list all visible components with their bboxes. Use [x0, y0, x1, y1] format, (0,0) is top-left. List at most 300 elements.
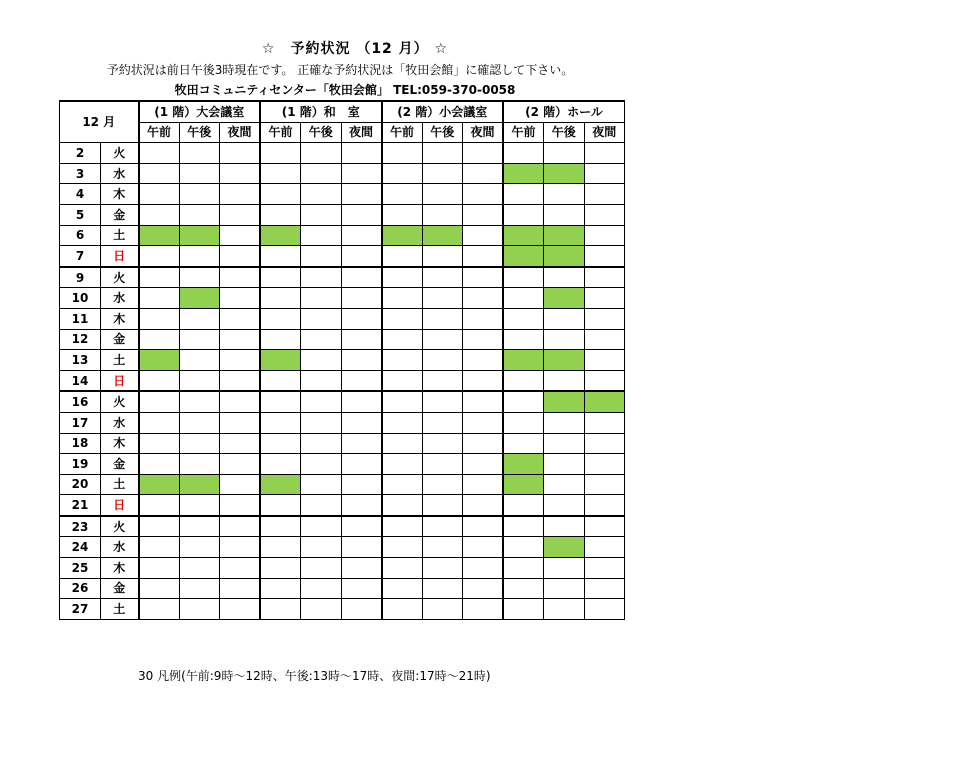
- slot-cell: [341, 370, 382, 391]
- slot-header: 夜間: [341, 122, 382, 143]
- slot-cell: [301, 308, 342, 329]
- slot-cell: [463, 433, 504, 454]
- slot-cell: [463, 329, 504, 350]
- slot-cell: [382, 433, 423, 454]
- slot-cell: [179, 599, 220, 620]
- weekday-cell: 火: [101, 143, 139, 164]
- slot-cell: [422, 308, 463, 329]
- weekday-cell: 土: [101, 474, 139, 495]
- slot-cell: [301, 246, 342, 267]
- slot-cell: [422, 433, 463, 454]
- slot-cell: [179, 350, 220, 371]
- slot-cell: [382, 558, 423, 579]
- date-cell: 25: [60, 558, 101, 579]
- slot-cell: [301, 225, 342, 246]
- date-cell: 4: [60, 184, 101, 205]
- booked-slot-cell: [544, 163, 585, 184]
- slot-cell: [463, 143, 504, 164]
- slot-cell: [260, 391, 301, 412]
- slot-cell: [220, 495, 261, 516]
- slot-cell: [220, 558, 261, 579]
- slot-cell: [139, 329, 180, 350]
- slot-cell: [220, 163, 261, 184]
- slot-cell: [382, 391, 423, 412]
- date-cell: 20: [60, 474, 101, 495]
- slot-header: 午前: [139, 122, 180, 143]
- slot-cell: [301, 288, 342, 309]
- slot-cell: [382, 288, 423, 309]
- slot-cell: [139, 412, 180, 433]
- slot-cell: [220, 454, 261, 475]
- slot-cell: [301, 412, 342, 433]
- slot-cell: [341, 516, 382, 537]
- slot-cell: [463, 537, 504, 558]
- slot-header: 午後: [422, 122, 463, 143]
- slot-cell: [341, 163, 382, 184]
- slot-cell: [382, 308, 423, 329]
- weekday-cell: 水: [101, 163, 139, 184]
- slot-cell: [220, 578, 261, 599]
- weekday-cell: 金: [101, 454, 139, 475]
- slot-cell: [382, 370, 423, 391]
- date-cell: 5: [60, 204, 101, 225]
- slot-cell: [301, 537, 342, 558]
- slot-cell: [584, 350, 625, 371]
- slot-header: 夜間: [584, 122, 625, 143]
- slot-cell: [463, 225, 504, 246]
- table-row: [60, 516, 625, 537]
- date-cell: 26: [60, 578, 101, 599]
- weekday-cell: 水: [101, 537, 139, 558]
- slot-cell: [341, 267, 382, 288]
- slot-cell: [463, 163, 504, 184]
- slot-cell: [422, 558, 463, 579]
- slot-cell: [422, 184, 463, 205]
- slot-cell: [341, 537, 382, 558]
- weekday-cell: 木: [101, 184, 139, 205]
- slot-cell: [463, 412, 504, 433]
- slot-header: 夜間: [220, 122, 261, 143]
- slot-cell: [260, 537, 301, 558]
- booked-slot-cell: [179, 474, 220, 495]
- slot-cell: [503, 370, 544, 391]
- slot-cell: [503, 143, 544, 164]
- slot-cell: [341, 329, 382, 350]
- slot-cell: [260, 288, 301, 309]
- slot-cell: [139, 495, 180, 516]
- slot-cell: [220, 433, 261, 454]
- date-cell: 7: [60, 246, 101, 267]
- slot-cell: [179, 204, 220, 225]
- slot-cell: [422, 246, 463, 267]
- slot-cell: [220, 184, 261, 205]
- date-cell: 12: [60, 329, 101, 350]
- slot-cell: [341, 184, 382, 205]
- slot-cell: [503, 204, 544, 225]
- slot-cell: [341, 246, 382, 267]
- weekday-cell: 木: [101, 433, 139, 454]
- slot-cell: [139, 599, 180, 620]
- slot-cell: [341, 308, 382, 329]
- slot-cell: [179, 329, 220, 350]
- slot-cell: [584, 495, 625, 516]
- room-header: (1 階）和 室: [260, 101, 382, 122]
- booked-slot-cell: [503, 225, 544, 246]
- slot-cell: [341, 204, 382, 225]
- weekday-cell: 火: [101, 267, 139, 288]
- booked-slot-cell: [139, 225, 180, 246]
- slot-cell: [422, 204, 463, 225]
- slot-cell: [463, 184, 504, 205]
- slot-cell: [301, 329, 342, 350]
- slot-cell: [220, 537, 261, 558]
- slot-cell: [463, 370, 504, 391]
- table-row: [60, 163, 625, 184]
- slot-cell: [382, 454, 423, 475]
- slot-cell: [544, 204, 585, 225]
- page-title: ☆ 予約状況 （12 月） ☆: [261, 41, 449, 57]
- slot-cell: [260, 433, 301, 454]
- slot-cell: [544, 143, 585, 164]
- slot-cell: [341, 558, 382, 579]
- slot-cell: [260, 516, 301, 537]
- booked-slot-cell: [179, 225, 220, 246]
- booked-slot-cell: [503, 474, 544, 495]
- slot-cell: [301, 267, 342, 288]
- slot-cell: [544, 454, 585, 475]
- table-row: [60, 267, 625, 288]
- date-cell: 2: [60, 143, 101, 164]
- slot-cell: [544, 495, 585, 516]
- weekday-cell: 水: [101, 288, 139, 309]
- slot-cell: [422, 516, 463, 537]
- slot-cell: [260, 329, 301, 350]
- slot-cell: [260, 454, 301, 475]
- slot-cell: [220, 225, 261, 246]
- slot-cell: [220, 329, 261, 350]
- slot-cell: [422, 454, 463, 475]
- date-cell: 21: [60, 495, 101, 516]
- slot-cell: [139, 204, 180, 225]
- slot-cell: [463, 350, 504, 371]
- slot-cell: [463, 246, 504, 267]
- room-header: (2 階）小会議室: [382, 101, 504, 122]
- slot-cell: [503, 537, 544, 558]
- booked-slot-cell: [260, 225, 301, 246]
- booked-slot-cell: [503, 350, 544, 371]
- booked-slot-cell: [260, 474, 301, 495]
- slot-cell: [301, 391, 342, 412]
- booked-slot-cell: [139, 474, 180, 495]
- slot-cell: [301, 143, 342, 164]
- slot-cell: [341, 454, 382, 475]
- slot-cell: [301, 370, 342, 391]
- slot-cell: [584, 163, 625, 184]
- slot-cell: [220, 204, 261, 225]
- slot-cell: [503, 391, 544, 412]
- slot-cell: [463, 599, 504, 620]
- slot-cell: [220, 474, 261, 495]
- weekday-cell: 土: [101, 350, 139, 371]
- slot-cell: [584, 454, 625, 475]
- slot-cell: [301, 578, 342, 599]
- legend-footer: 30 凡例(午前:9時～12時、午後:13時～17時、夜間:17時～21時): [138, 669, 491, 683]
- slot-cell: [341, 433, 382, 454]
- booked-slot-cell: [260, 350, 301, 371]
- slot-cell: [341, 225, 382, 246]
- slot-cell: [220, 370, 261, 391]
- slot-cell: [463, 558, 504, 579]
- weekday-cell: 金: [101, 204, 139, 225]
- slot-header: 夜間: [463, 122, 504, 143]
- month-header: 12 月: [60, 101, 139, 143]
- slot-cell: [139, 516, 180, 537]
- room-header: (1 階）大会議室: [139, 101, 261, 122]
- slot-cell: [260, 267, 301, 288]
- slot-cell: [260, 204, 301, 225]
- slot-cell: [503, 288, 544, 309]
- slot-cell: [382, 474, 423, 495]
- slot-cell: [220, 412, 261, 433]
- table-row: [60, 288, 625, 309]
- weekday-cell: 日: [101, 246, 139, 267]
- slot-cell: [584, 184, 625, 205]
- date-cell: 18: [60, 433, 101, 454]
- slot-cell: [260, 246, 301, 267]
- slot-cell: [544, 516, 585, 537]
- slot-header: 午後: [544, 122, 585, 143]
- slot-cell: [220, 143, 261, 164]
- slot-cell: [301, 599, 342, 620]
- slot-cell: [584, 516, 625, 537]
- table-row: [60, 474, 625, 495]
- slot-cell: [422, 288, 463, 309]
- slot-cell: [139, 288, 180, 309]
- slot-cell: [584, 308, 625, 329]
- status-note: 予約状況は前日午後3時現在です。 正確な予約状況は「牧田会館」に確認して下さい。: [106, 63, 574, 77]
- slot-cell: [139, 143, 180, 164]
- slot-cell: [341, 474, 382, 495]
- slot-cell: [341, 391, 382, 412]
- slot-cell: [422, 163, 463, 184]
- slot-cell: [179, 495, 220, 516]
- slot-cell: [382, 184, 423, 205]
- slot-cell: [139, 246, 180, 267]
- date-cell: 13: [60, 350, 101, 371]
- booked-slot-cell: [544, 350, 585, 371]
- slot-cell: [584, 412, 625, 433]
- slot-cell: [260, 599, 301, 620]
- slot-header: 午前: [260, 122, 301, 143]
- booked-slot-cell: [544, 225, 585, 246]
- table-row: [60, 143, 625, 164]
- booked-slot-cell: [544, 246, 585, 267]
- slot-cell: [179, 184, 220, 205]
- slot-cell: [341, 578, 382, 599]
- slot-cell: [584, 246, 625, 267]
- slot-cell: [179, 163, 220, 184]
- slot-cell: [584, 558, 625, 579]
- slot-cell: [463, 267, 504, 288]
- slot-cell: [422, 474, 463, 495]
- table-row: [60, 225, 625, 246]
- table-row: [60, 454, 625, 475]
- slot-cell: [179, 537, 220, 558]
- slot-cell: [341, 412, 382, 433]
- slot-cell: [544, 184, 585, 205]
- slot-cell: [503, 599, 544, 620]
- slot-cell: [503, 184, 544, 205]
- table-row: [60, 391, 625, 412]
- slot-cell: [463, 454, 504, 475]
- slot-cell: [301, 474, 342, 495]
- slot-cell: [260, 308, 301, 329]
- slot-cell: [139, 454, 180, 475]
- slot-header: 午後: [301, 122, 342, 143]
- slot-cell: [422, 537, 463, 558]
- slot-cell: [260, 578, 301, 599]
- slot-cell: [179, 433, 220, 454]
- slot-cell: [422, 578, 463, 599]
- slot-cell: [139, 163, 180, 184]
- slot-cell: [382, 578, 423, 599]
- slot-cell: [544, 474, 585, 495]
- booked-slot-cell: [503, 454, 544, 475]
- booked-slot-cell: [503, 163, 544, 184]
- slot-cell: [544, 370, 585, 391]
- slot-cell: [260, 370, 301, 391]
- slot-cell: [301, 558, 342, 579]
- weekday-cell: 木: [101, 308, 139, 329]
- table-row: [60, 433, 625, 454]
- slot-cell: [179, 516, 220, 537]
- slot-cell: [544, 578, 585, 599]
- slot-header: 午前: [503, 122, 544, 143]
- slot-cell: [503, 516, 544, 537]
- weekday-cell: 日: [101, 370, 139, 391]
- reservation-table: [59, 100, 625, 620]
- table-row: [60, 495, 625, 516]
- slot-cell: [503, 578, 544, 599]
- slot-cell: [341, 495, 382, 516]
- date-cell: 23: [60, 516, 101, 537]
- weekday-cell: 日: [101, 495, 139, 516]
- slot-cell: [301, 516, 342, 537]
- date-cell: 9: [60, 267, 101, 288]
- slot-cell: [422, 391, 463, 412]
- slot-cell: [382, 412, 423, 433]
- slot-cell: [341, 350, 382, 371]
- table-row: [60, 558, 625, 579]
- slot-header: 午前: [382, 122, 423, 143]
- slot-cell: [220, 308, 261, 329]
- slot-cell: [139, 537, 180, 558]
- slot-cell: [584, 288, 625, 309]
- booked-slot-cell: [544, 537, 585, 558]
- slot-cell: [584, 474, 625, 495]
- slot-cell: [301, 163, 342, 184]
- table-row: [60, 246, 625, 267]
- weekday-cell: 金: [101, 578, 139, 599]
- slot-cell: [341, 288, 382, 309]
- slot-cell: [584, 370, 625, 391]
- date-cell: 3: [60, 163, 101, 184]
- slot-cell: [301, 433, 342, 454]
- slot-cell: [260, 163, 301, 184]
- slot-cell: [382, 537, 423, 558]
- slot-cell: [422, 370, 463, 391]
- slot-cell: [422, 412, 463, 433]
- table-row: [60, 350, 625, 371]
- slot-cell: [220, 516, 261, 537]
- booked-slot-cell: [544, 391, 585, 412]
- slot-cell: [382, 599, 423, 620]
- slot-cell: [220, 391, 261, 412]
- slot-cell: [503, 329, 544, 350]
- slot-cell: [179, 370, 220, 391]
- slot-cell: [179, 143, 220, 164]
- slot-cell: [544, 412, 585, 433]
- slot-cell: [422, 350, 463, 371]
- booked-slot-cell: [382, 225, 423, 246]
- slot-cell: [179, 391, 220, 412]
- table-row: [60, 184, 625, 205]
- date-cell: 6: [60, 225, 101, 246]
- contact-line: 牧田コミュニティセンター「牧田会館」 TEL:059-370-0058: [174, 83, 516, 97]
- weekday-cell: 木: [101, 558, 139, 579]
- slot-cell: [382, 204, 423, 225]
- booked-slot-cell: [544, 288, 585, 309]
- table-row: [60, 204, 625, 225]
- slot-cell: [463, 308, 504, 329]
- slot-cell: [220, 288, 261, 309]
- slot-cell: [503, 558, 544, 579]
- slot-cell: [139, 308, 180, 329]
- slot-cell: [584, 329, 625, 350]
- slot-cell: [341, 599, 382, 620]
- slot-cell: [422, 267, 463, 288]
- slot-cell: [463, 204, 504, 225]
- slot-header: 午後: [179, 122, 220, 143]
- slot-cell: [220, 267, 261, 288]
- slot-cell: [463, 391, 504, 412]
- slot-cell: [584, 537, 625, 558]
- table-row: [60, 412, 625, 433]
- slot-cell: [463, 578, 504, 599]
- slot-cell: [382, 267, 423, 288]
- slot-cell: [260, 143, 301, 164]
- booked-slot-cell: [139, 350, 180, 371]
- slot-cell: [220, 350, 261, 371]
- slot-cell: [139, 391, 180, 412]
- date-cell: 24: [60, 537, 101, 558]
- slot-cell: [220, 599, 261, 620]
- slot-cell: [139, 267, 180, 288]
- slot-cell: [503, 495, 544, 516]
- slot-cell: [301, 495, 342, 516]
- slot-cell: [584, 204, 625, 225]
- weekday-cell: 水: [101, 412, 139, 433]
- slot-cell: [584, 599, 625, 620]
- slot-cell: [139, 558, 180, 579]
- slot-cell: [301, 184, 342, 205]
- slot-cell: [382, 350, 423, 371]
- slot-cell: [463, 516, 504, 537]
- slot-cell: [341, 143, 382, 164]
- slot-cell: [584, 433, 625, 454]
- slot-cell: [179, 454, 220, 475]
- slot-cell: [382, 143, 423, 164]
